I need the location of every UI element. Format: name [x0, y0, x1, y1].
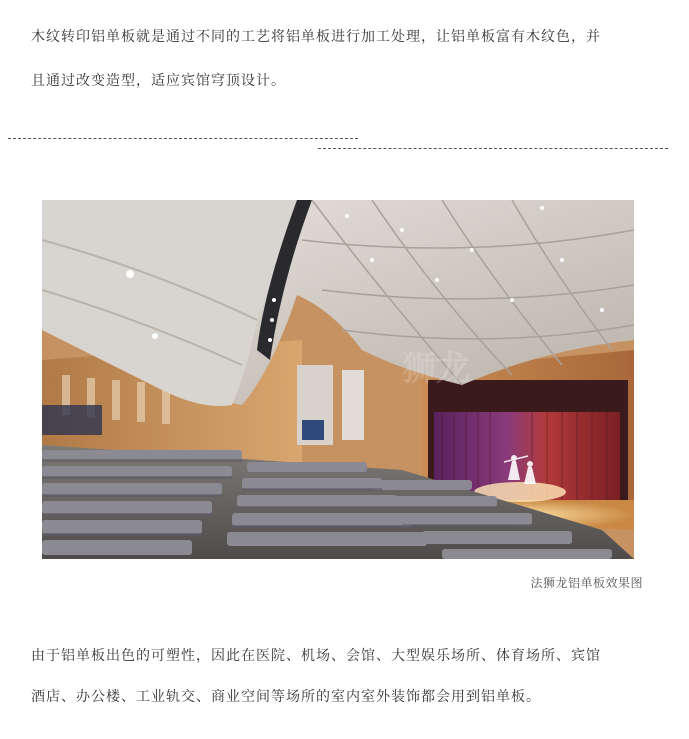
paragraph-1-line-2: 且通过改变造型，适应宾馆穹顶设计。	[31, 73, 286, 89]
image-caption: 法狮龙铝单板效果图	[530, 576, 643, 590]
paragraph-1-line-1: 木纹转印铝单板就是通过不同的工艺将铝单板进行加工处理，让铝单板富有木纹色，并	[31, 29, 601, 45]
paragraph-2-line-1: 由于铝单板出色的可塑性，因此在医院、机场、会馆、大型娱乐场所、体育场所、宾馆	[31, 648, 601, 664]
svg-text:狮龙: 狮龙	[402, 349, 470, 389]
auditorium-render-image	[42, 200, 634, 559]
paragraph-2-line-2: 酒店、办公楼、工业轨交、商业空间等场所的室内室外装饰都会用到铝单板。	[31, 689, 541, 705]
divider-top-left	[8, 138, 358, 139]
divider-top-right	[318, 148, 668, 149]
